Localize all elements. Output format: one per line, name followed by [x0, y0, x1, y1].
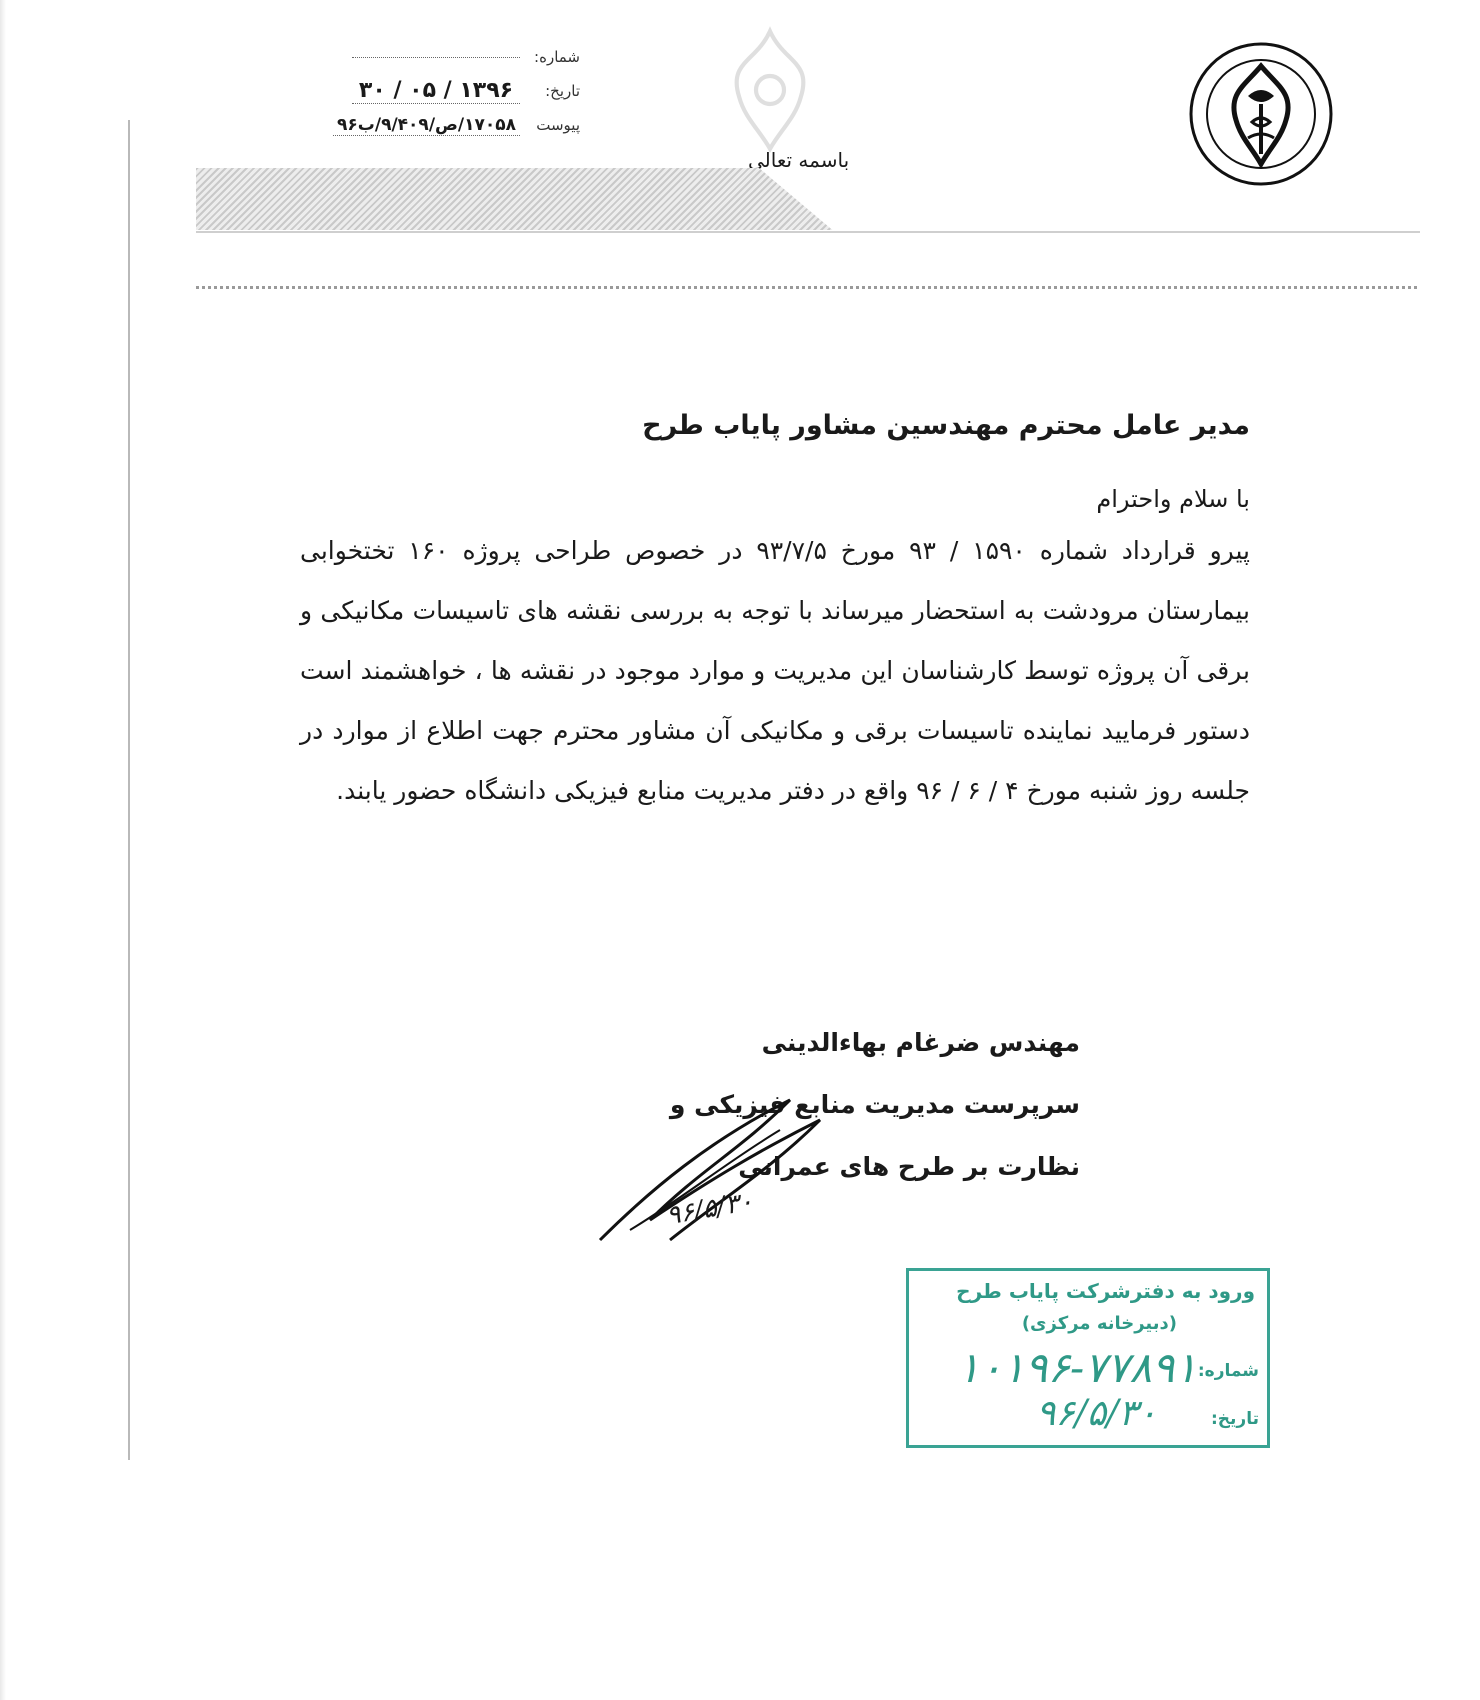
- header-rule: [196, 286, 1420, 289]
- meta-number-row: [240, 40, 580, 74]
- header-meta: [240, 40, 580, 142]
- receipt-stamp: [906, 1268, 1270, 1448]
- letter-paragraph: پیرو قرارداد شماره ۱۵۹۰ / ۹۳ مورخ ۹۳/۷/۵ در خصوص طراحی پروژه ۱۶۰ تختخوابی بیمارستان مرودشت به استحضار میرساند با توجه به بررسی نقشه های تاسیسات مکانیکی و برقی آن پروژه توسط کارشناسان این مدیریت و موارد موجود در نقشه ها ، خواهشمند است دستور فرمایید نماینده تاسیسات برقی و مکانیکی آن مشاور محترم جهت اطلاع از موارد در جلسه روز شنبه مورخ ۴ / ۶ / ۹۶ واقع در دفتر مدیریت منابع فیزیکی دانشگاه حضور یابند.: [300, 536, 1250, 805]
- signer-name: مهندس ضرغام بهاءالدینی: [761, 1028, 1080, 1057]
- stamp-date-value: ۹۶/۵/۳۰: [1036, 1393, 1157, 1434]
- stamp-number-label: شماره:: [1197, 1361, 1259, 1381]
- header-band-line: [196, 231, 1420, 233]
- handwritten-signature-icon: [590, 1080, 840, 1250]
- addressee: مدیر عامل محترم مهندسین مشاور پایاب طرح: [642, 410, 1250, 441]
- emblem-watermark-icon: [700, 20, 840, 160]
- signer-title-2: نظارت بر طرح های عمرانی: [738, 1152, 1080, 1181]
- signer-title-1: سرپرست مدیریت منابع فیزیکی و: [669, 1090, 1080, 1119]
- letter-body: [300, 410, 1250, 821]
- university-logo-icon: [1186, 34, 1336, 194]
- stamp-date-label: تاریخ:: [1211, 1409, 1259, 1429]
- number-label: شماره:: [534, 48, 580, 66]
- bismillah: باسمه تعالی: [748, 148, 850, 172]
- scan-shadow: [0, 0, 6, 1700]
- greeting: با سلام واحترام: [1096, 485, 1250, 513]
- meta-attachment-row: [240, 108, 580, 142]
- date-label: تاریخ:: [545, 82, 580, 100]
- date-value: ۱۳۹۶ / ۰۵ / ۳۰: [352, 78, 520, 104]
- number-value: [352, 57, 520, 58]
- stamp-subtitle: (دبیرخانه مرکزی): [1021, 1313, 1177, 1334]
- scan-edge-line: [128, 120, 130, 1460]
- stamp-title: ورود به دفترشرکت پایاب طرح: [956, 1279, 1255, 1303]
- stamp-number-value: ۱۰۱۹۶-۷۷۸۹۱: [957, 1343, 1197, 1392]
- handwritten-date: ۹۶/۵/۳۰: [664, 1186, 756, 1232]
- attachment-label: پیوست: [536, 116, 580, 134]
- attachment-value: ۱۷۰۵۸/ص/۹/۴۰۹/ب۹۶: [333, 115, 520, 136]
- meta-date-row: [240, 74, 580, 108]
